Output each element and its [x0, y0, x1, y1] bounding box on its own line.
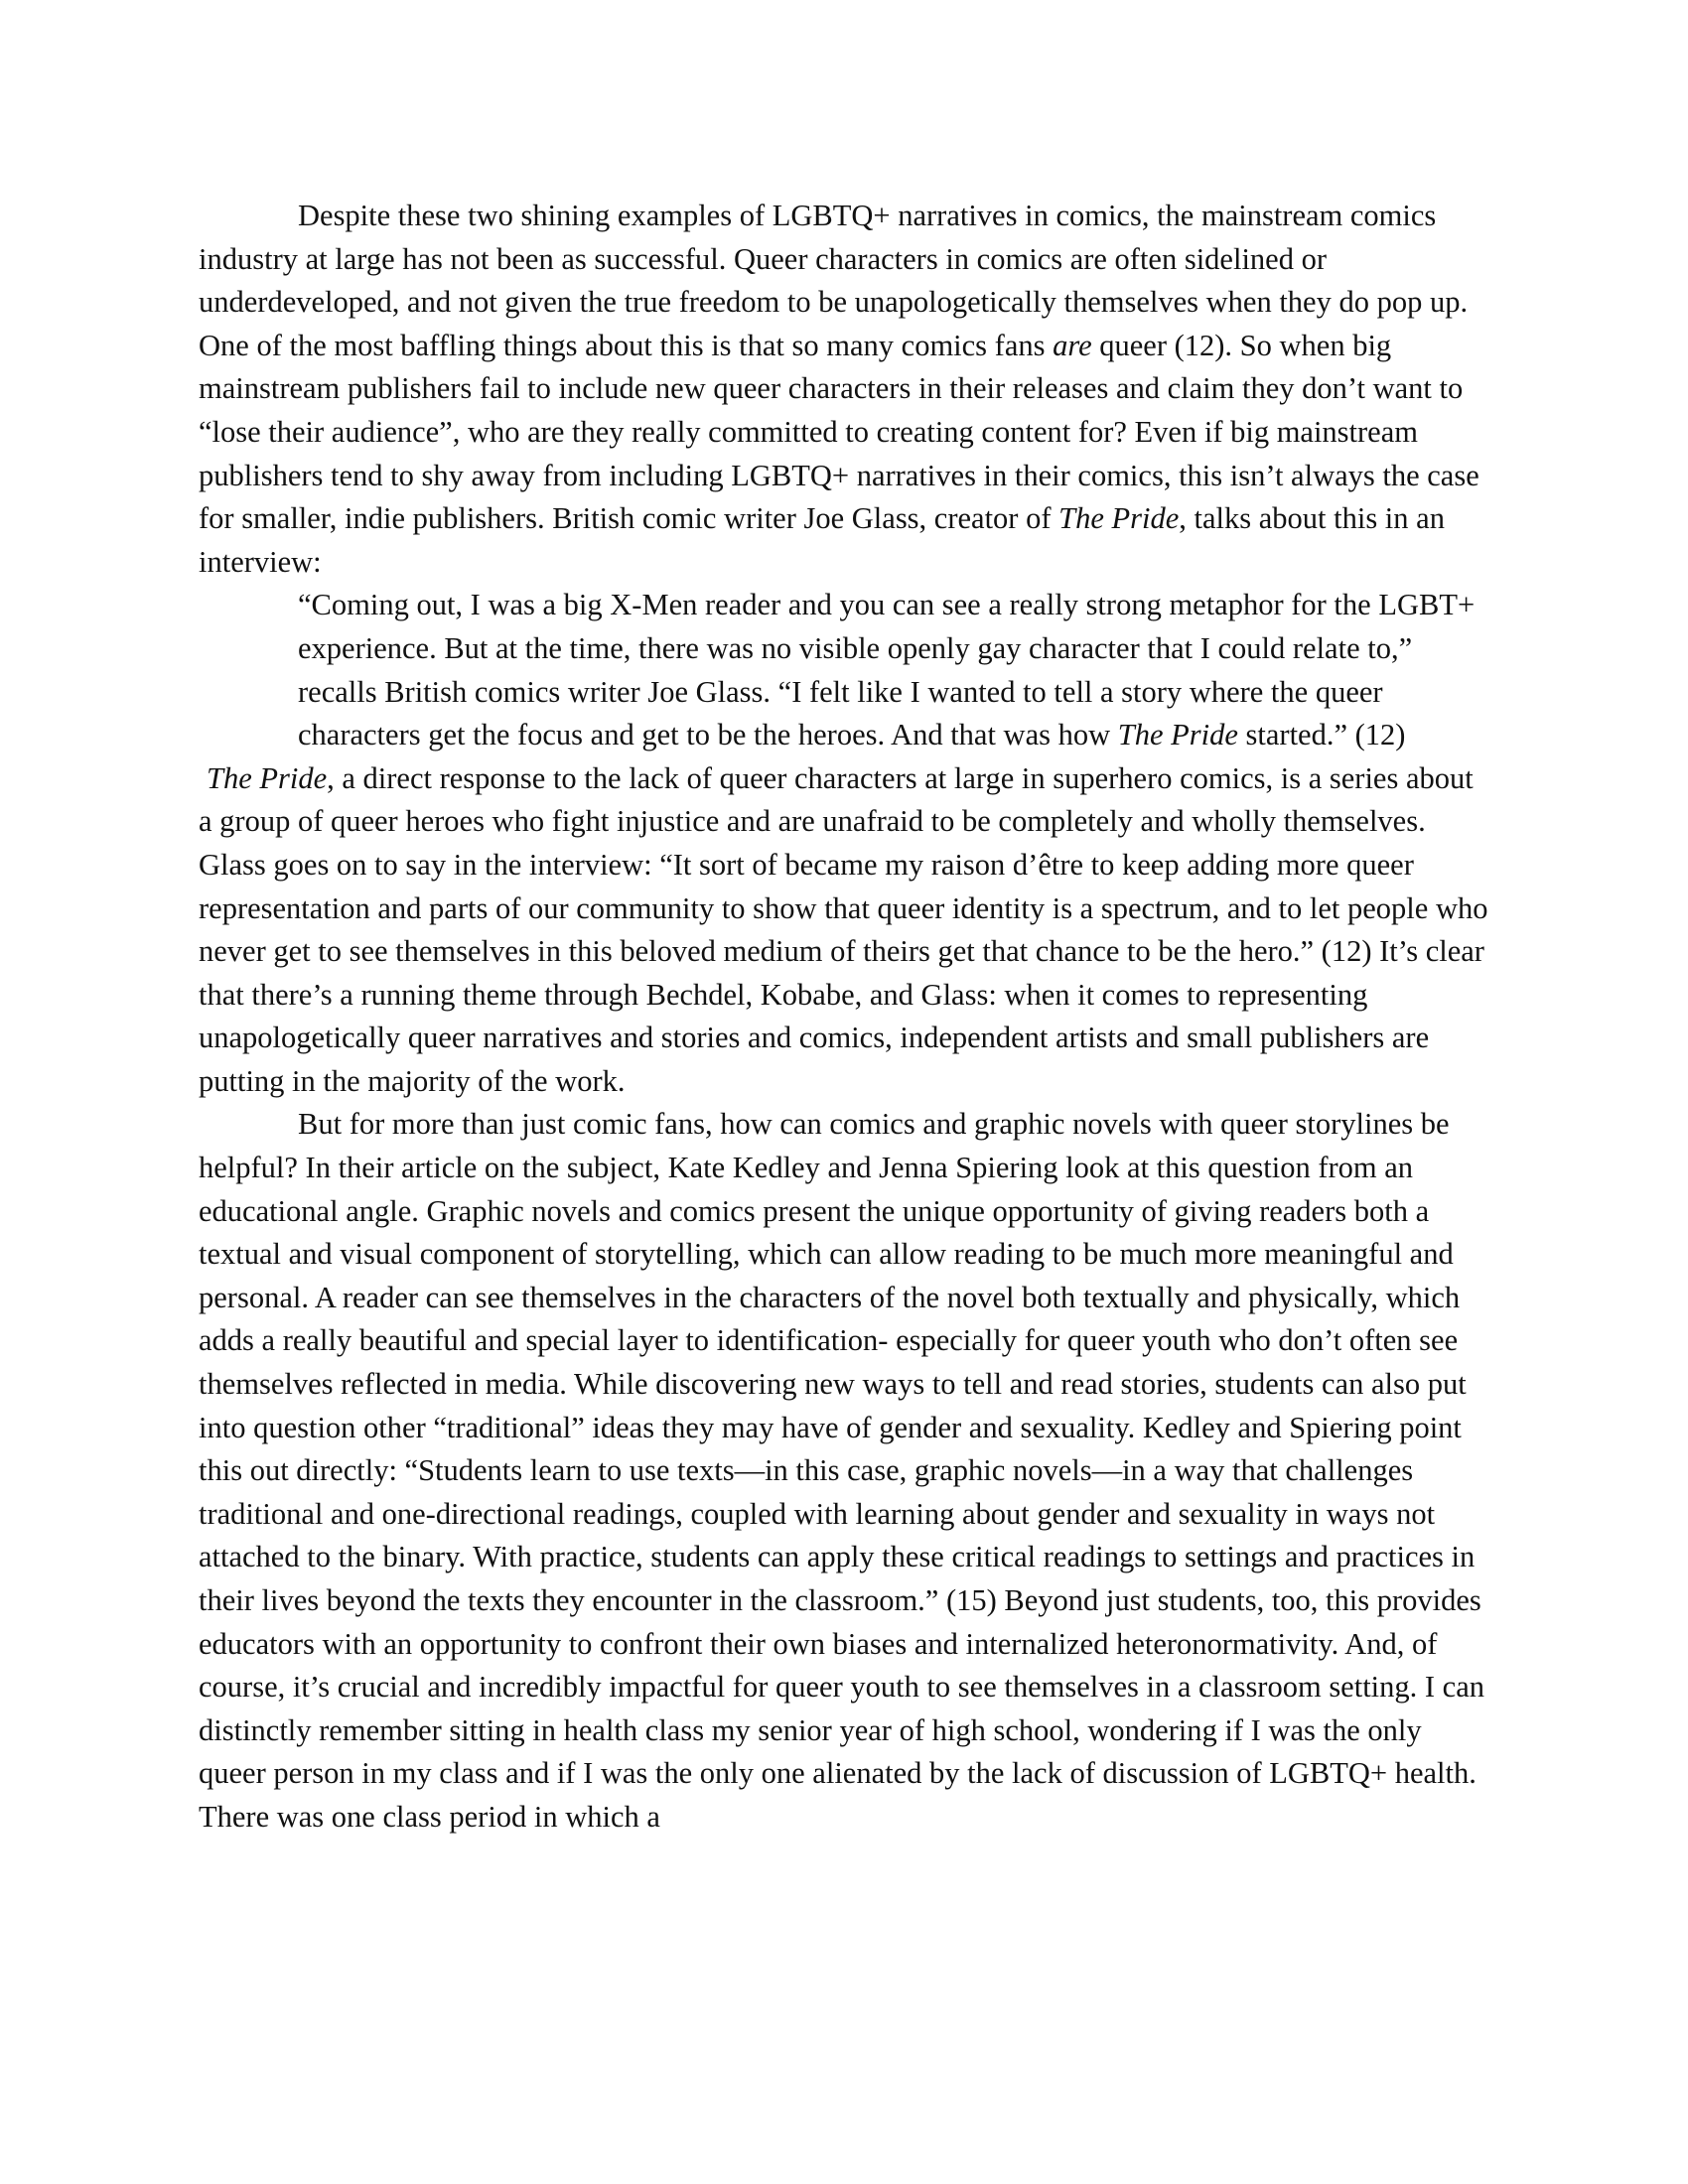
paragraph-text: But for more than just comic fans, how can comics and graphic novels with queer storylines be helpful? In their article on the subject, Kate Kedley and Jenna Spiering look at this question from an educational angle. Graphic novels and comics present the unique opportunity of giving readers both a textual and visual component of storytelling, which can allow reading to be much more meaningful and personal. A reader can see themselves in the characters of the novel both textually and physically, which adds a really beautiful and special layer to identification- especially for queer youth who don’t often see themselves reflected in media. While discovering new ways to tell and read stories, students can also put into question other “traditional” ideas they may have of gender and sexuality. Kedley and Spiering point this out directly: “Students learn to use texts—in this case, graphic novels—in a way that challenges traditional and one-directional readings, coupled with learning about gender and sexuality in ways not attached to the binary. With practice, students can apply these critical readings to settings and practices in their lives beyond the texts they encounter in the classroom.” (15) Beyond just students, too, this provides educators with an opportunity to confront their own biases and internalized heteronormativity. And, of course, it’s crucial and incredibly impactful for queer youth to see themselves in a classroom setting. I can distinctly remember sitting in health class my senior year of high school, wondering if I was the only queer person in my class and if I was the only one alienated by the lack of discussion of LGBTQ+ health. There was one class period in which a [199, 1107, 1484, 1834]
block-quote [199, 584, 1489, 756]
title-the-pride: The Pride [1058, 501, 1180, 536]
quote-text: started.” (12) [1237, 718, 1406, 752]
paragraph-education [199, 1103, 1489, 1839]
document-page [199, 195, 1489, 1840]
quote-text: “Coming out, I was a big X-Men reader and you can see a really strong metaphor for the LGBT+ experience. But at the time, there was no visible openly gay character that I could relate to,” recalls British comics writer Joe Glass. “I felt like I wanted to tell a story where the queer characters get the focus and get to be the heroes. And that was how [298, 588, 1476, 752]
paragraph-text: Despite these two shining examples of LGBTQ+ narratives in comics, the mainstream comics industry at large has not been as successful. Queer characters in comics are often sidelined or underdeveloped, and not given the true freedom to be unapologetically themselves when they do pop up. One of the most baffling things about this is that so many comics fans [199, 199, 1469, 362]
emphasis-are: are [1053, 328, 1092, 362]
paragraph-the-pride [199, 757, 1489, 1104]
paragraph-intro [199, 195, 1489, 584]
paragraph-text: queer (12). So when big mainstream publishers fail to include new queer characters in their releases and claim they don’t want to “lose their audience”, who are they really committed to creating content for? Even if big mainstream publishers tend to shy away from including LGBTQ+ narratives in their comics, this isn’t always the case for smaller, indie publishers. British comic writer Joe Glass, creator of [199, 328, 1479, 536]
title-the-pride: The Pride [1117, 718, 1238, 752]
title-the-pride: The Pride [207, 760, 328, 795]
paragraph-text: , talks about this in an interview: [199, 501, 1445, 579]
paragraph-text: , a direct response to the lack of queer characters at large in superhero comics, is a series about a group of queer heroes who fight injustice and are unafraid to be completely and wholly themselves. Glass goes on to say in the interview: “It sort of became my raison d’être to keep adding more queer representation and parts of our community to show that queer identity is a spectrum, and to let people who never get to see themselves in this beloved medium of theirs get that chance to be the hero.” (12) It’s clear that there’s a running theme through Bechdel, Kobabe, and Glass: when it comes to representing unapologetically queer narratives and stories and comics, independent artists and small publishers are putting in the majority of the work. [199, 760, 1488, 1098]
